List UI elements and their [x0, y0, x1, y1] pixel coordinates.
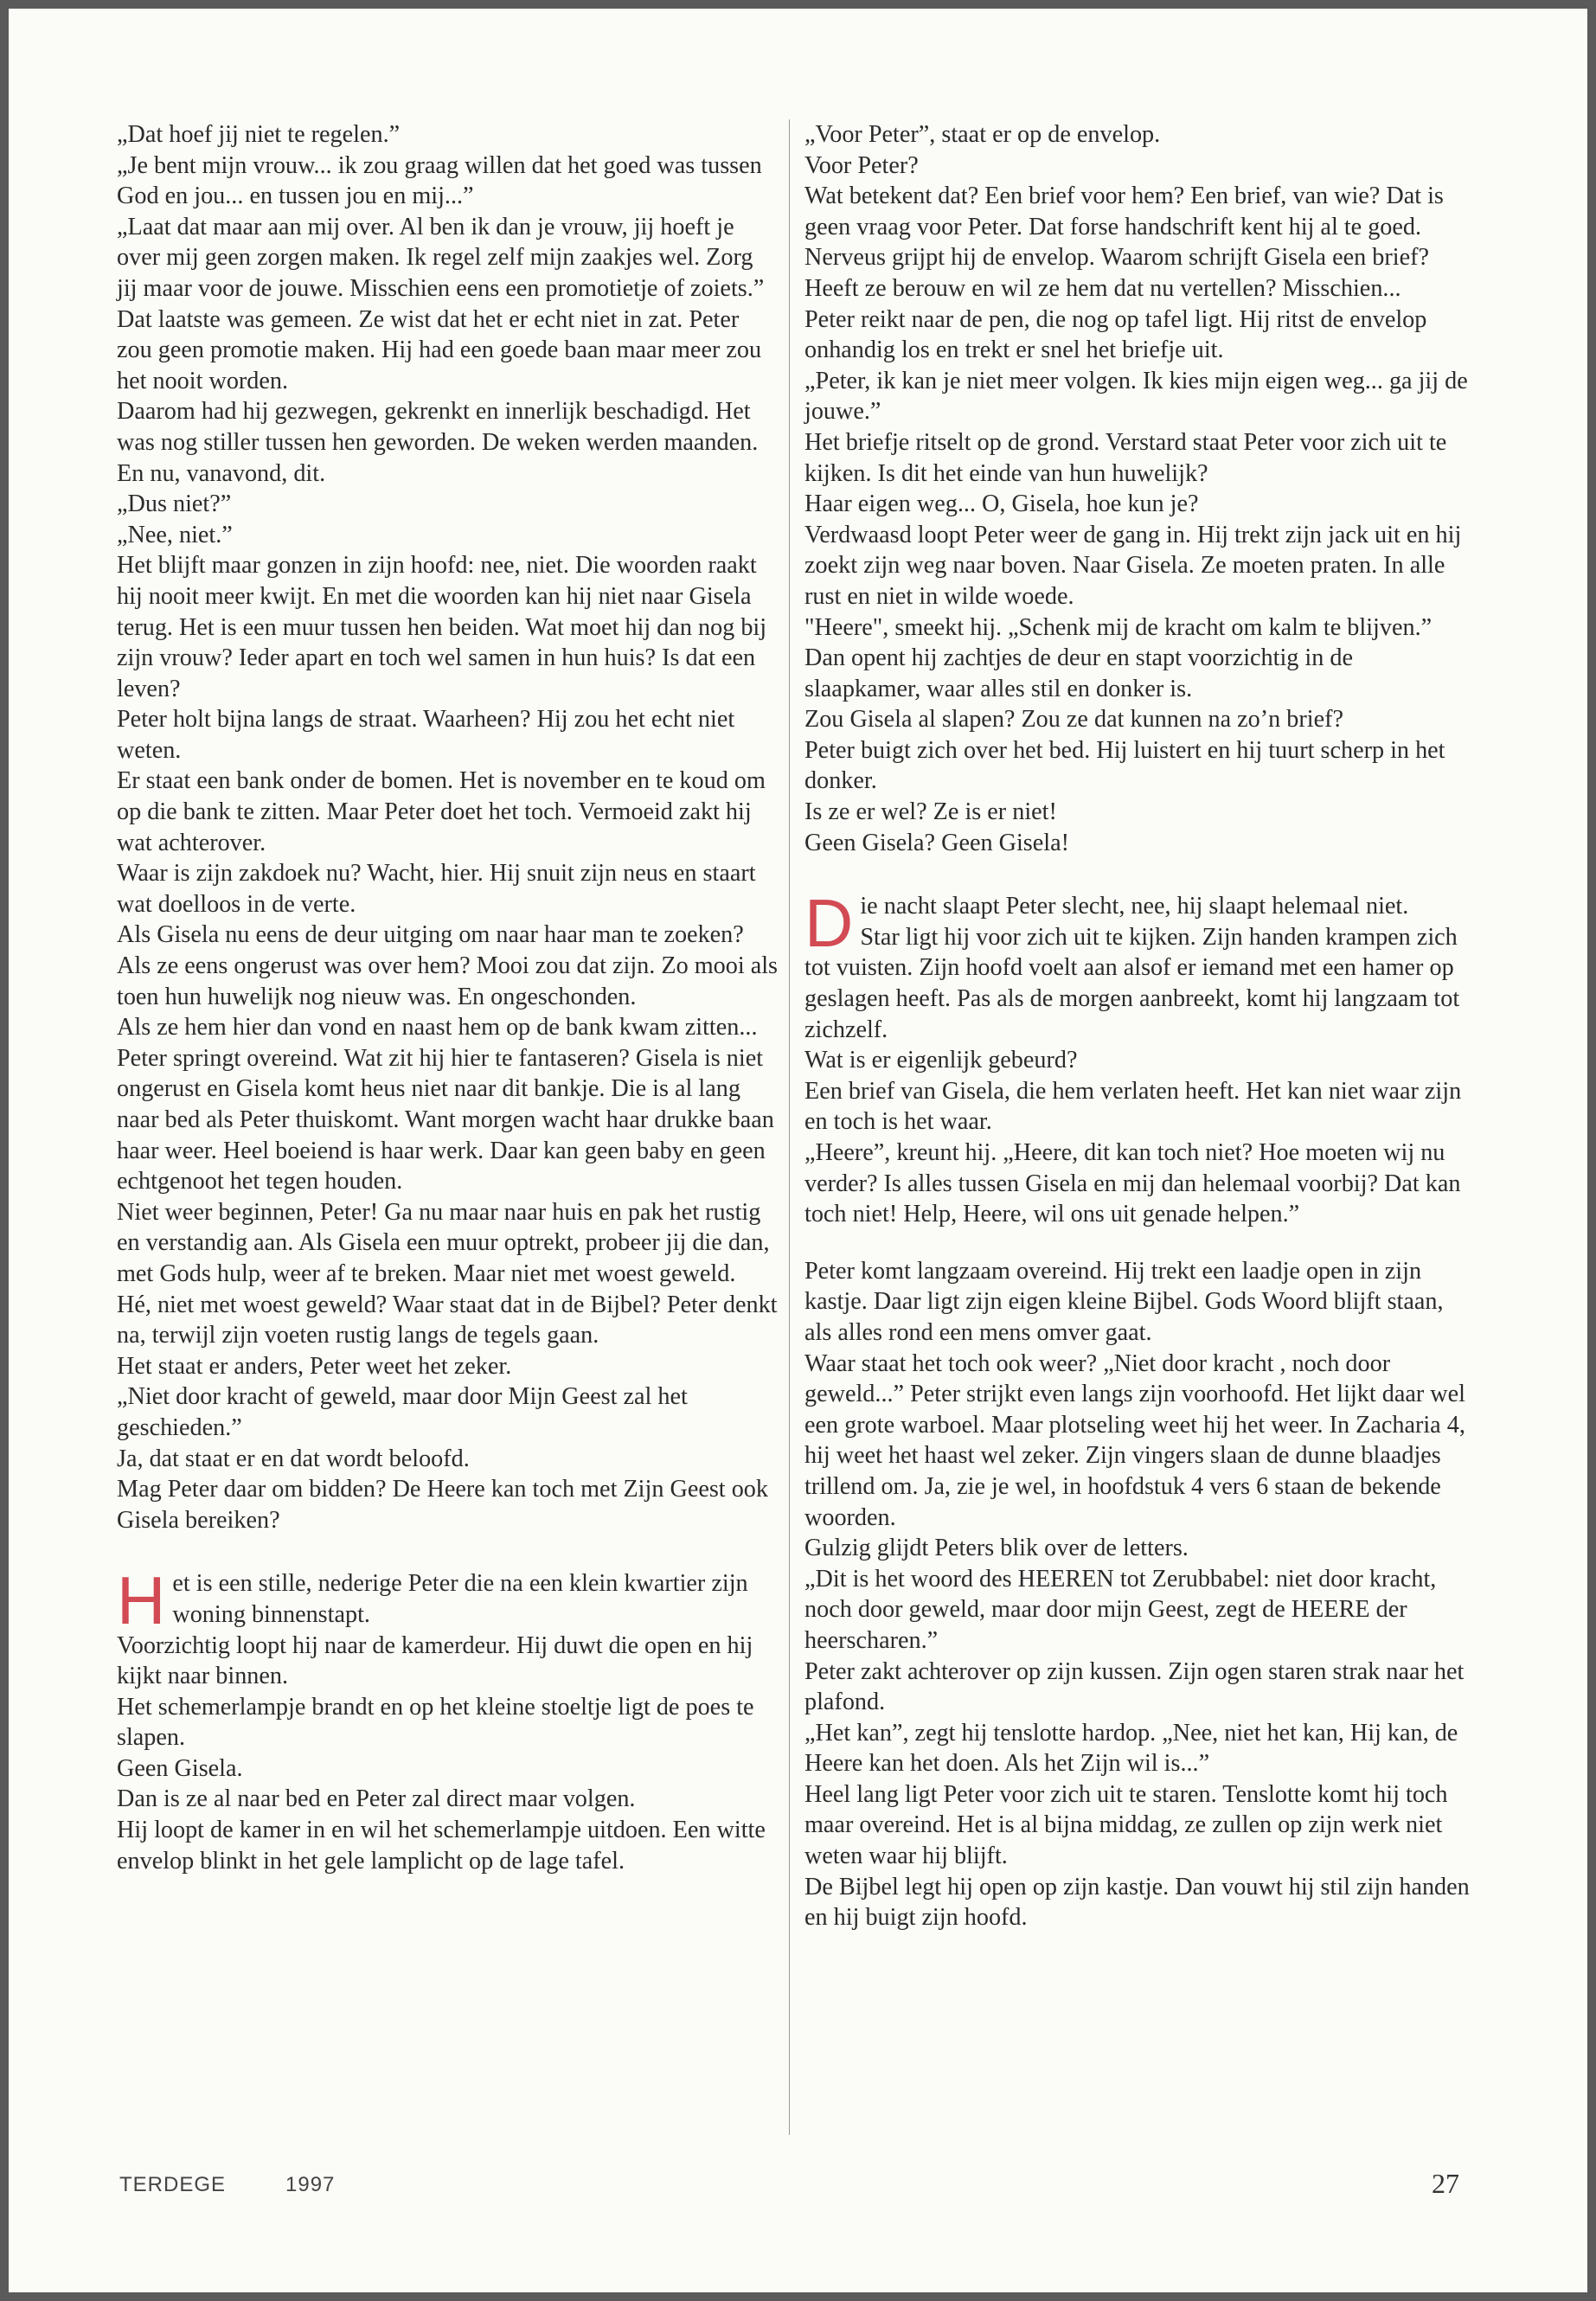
paragraph-text: Geen Gisela? Geen Gisela! — [804, 829, 1070, 856]
paragraph-text: Wat betekent dat? Een brief voor hem? Een brief, van wie? Dat is geen vraag voor Peter. Dat forse handschrift kent hij al te goed. — [804, 183, 1444, 240]
column-divider — [789, 119, 790, 2135]
paragraph — [804, 181, 1471, 242]
paragraph-text: „Je bent mijn vrouw... ik zou graag willen dat het goed was tussen God en jou... en tussen jou en mij...” — [117, 151, 762, 210]
paragraph — [804, 1138, 1471, 1230]
paragraph-text: Het staat er anders, Peter weet het zeker. — [117, 1352, 512, 1380]
paragraph — [804, 1076, 1471, 1138]
paragraph-text: Voorzichtig loopt hij naar de kamerdeur. Hij duwt die open en hij kijkt naar binnen. — [117, 1631, 753, 1690]
paragraph-text: „Dat hoef jij niet te regelen.” — [117, 121, 401, 148]
paragraph — [804, 119, 1471, 151]
paragraph-text: Waar is zijn zakdoek nu? Wacht, hier. Hij snuit zijn neus en staart wat doelloos in de verte. — [117, 860, 756, 918]
paragraph — [804, 735, 1471, 797]
paragraph-text: Peter holt bijna langs de straat. Waarheen? Hij zou het echt niet weten. — [117, 706, 735, 764]
paragraph — [804, 520, 1471, 612]
paragraph — [117, 1784, 779, 1815]
paragraph-text: Star ligt hij voor zich uit te kijken. Zijn handen krampen zich tot vuisten. Zijn hoofd voelt aan alsof er iemand met een hamer op geslagen heeft. Pas als de morgen aanbreekt, komt hij langzaam tot zichzelf. — [804, 923, 1460, 1043]
paragraph — [804, 1564, 1471, 1657]
right-column — [804, 119, 1471, 1933]
paragraph — [117, 766, 779, 858]
paragraph — [117, 1197, 779, 1290]
paragraph-text: Peter komt langzaam overeind. Hij trekt een laadje open in zijn kastje. Daar ligt zijn eigen kleine Bijbel. Gods Woord blijft staan, als alles rond een mens omver gaat. — [804, 1257, 1444, 1346]
paragraph-text: Voor Peter? — [804, 151, 919, 179]
paragraph-text: Peter buigt zich over het bed. Hij luistert en hij tuurt scherp in het donker. — [804, 736, 1445, 795]
paragraph-text: "Heere", smeekt hij. „Schenk mij de kracht om kalm te blijven.” — [804, 613, 1433, 641]
paragraph — [117, 304, 779, 397]
page-number: 27 — [1432, 2168, 1459, 2199]
paragraph-text: Een brief van Gisela, die hem verlaten heeft. Het kan niet waar zijn en toch is het waar. — [804, 1077, 1462, 1136]
paragraph — [117, 550, 779, 704]
paragraph — [117, 489, 779, 520]
paragraph — [804, 922, 1471, 1045]
paragraph-text: Is ze er wel? Ze is er niet! — [804, 798, 1057, 826]
paragraph — [804, 704, 1471, 735]
paragraph — [804, 242, 1471, 304]
paragraph-text: ie nacht slaapt Peter slecht, nee, hij slaapt helemaal niet. — [860, 893, 1409, 920]
paragraph-text: Hij loopt de kamer in en wil het schemerlampje uitdoen. Een witte envelop blinkt in het gele lamplicht op de lage tafel. — [117, 1817, 766, 1875]
paragraph-text: Zou Gisela al slapen? Zou ze dat kunnen na zo’n brief? — [804, 706, 1344, 734]
paragraph-text: „Niet door kracht of geweld, maar door Mijn Geest zal het geschieden.” — [117, 1383, 688, 1441]
paragraph — [117, 1381, 779, 1443]
paragraph-text: Hé, niet met woest geweld? Waar staat dat in de Bijbel? Peter denkt na, terwijl zijn voeten rustig langs de tegels gaan. — [117, 1291, 778, 1349]
paragraph — [117, 458, 779, 490]
paragraph — [804, 1872, 1471, 1933]
paragraph — [804, 885, 1471, 962]
paragraph-text: Haar eigen weg... O, Gisela, hoe kun je? — [804, 490, 1199, 518]
drop-cap: D — [804, 885, 854, 962]
paragraph-text: En nu, vanavond, dit. — [117, 459, 326, 487]
paragraph-text: Dan opent hij zachtjes de deur en stapt voorzichtig in de slaapkamer, waar alles stil en donker is. — [804, 644, 1354, 702]
paragraph — [117, 1351, 779, 1382]
footer-magazine-name: TERDEGE — [119, 2173, 227, 2196]
paragraph — [804, 489, 1471, 520]
paragraph-text: Als ze hem hier dan vond en naast hem op de bank kwam zitten... — [117, 1014, 758, 1042]
paragraph — [117, 1631, 779, 1692]
paragraph — [804, 1718, 1471, 1779]
paragraph — [117, 396, 779, 458]
paragraph-text: Mag Peter daar om bidden? De Heere kan toch met Zijn Geest ook Gisela bereiken? — [117, 1476, 768, 1534]
drop-cap: H — [117, 1562, 166, 1639]
paragraph — [117, 1444, 779, 1475]
paragraph-text: et is een stille, nederige Peter die na een klein kwartier zijn woning binnenstapt. — [172, 1570, 748, 1628]
paragraph — [804, 797, 1471, 828]
paragraph-text: Dan is ze al naar bed en Peter zal direct maar volgen. — [117, 1785, 636, 1813]
paragraph — [804, 612, 1471, 644]
paragraph — [804, 1256, 1471, 1349]
paragraph-text: Gulzig glijdt Peters blik over de letters. — [804, 1535, 1189, 1562]
paragraph — [804, 643, 1471, 704]
magazine-page — [9, 9, 1587, 2292]
paragraph — [804, 366, 1471, 427]
paragraph — [804, 1779, 1471, 1872]
paragraph — [804, 1349, 1471, 1534]
paragraph-text: „Nee, niet.” — [117, 521, 233, 548]
paragraph — [117, 212, 779, 304]
paragraph-text: „Peter, ik kan je niet meer volgen. Ik kies mijn eigen weg... ga jij de jouwe.” — [804, 367, 1468, 426]
paragraph — [117, 1012, 779, 1043]
paragraph — [804, 828, 1471, 859]
paragraph-text: Als Gisela nu eens de deur uitging om naar haar man te zoeken? Als ze eens ongerust was over hem? Mooi zou dat zijn. Zo mooi als toen hun huwelijk nog nieuw was. En ongeschonden. — [117, 921, 779, 1010]
paragraph-text: Er staat een bank onder de bomen. Het is november en te koud om op die bank te zitten. Maar Peter doet het toch. Vermoeid zakt hij wat achterover. — [117, 767, 766, 856]
paragraph — [117, 858, 779, 920]
paragraph-text: Waar staat het toch ook weer? „Niet door kracht , noch door geweld...” Peter strijkt even langs zijn voorhoofd. Het lijkt daar wel een grote warboel. Maar plotseling weet hij het weer. In Zacharia 4, hij weet het haast wel zeker. Zijn vingers slaan de dunne blaadjes trillend om. Ja, zie je wel, in hoofdstuk 4 vers 6 staan de bekende woorden. — [804, 1349, 1465, 1531]
paragraph — [117, 520, 779, 551]
paragraph-text: Peter springt overeind. Wat zit hij hier te fantaseren? Gisela is niet ongerust en Gisela komt heus niet naar dit bankje. Die is al lang naar bed als Peter thuiskomt. Want morgen wacht haar drukke baan haar weer. Heel boeiend is haar werk. Daar kan geen baby en geen echtgenoot het tegen houden. — [117, 1044, 774, 1195]
paragraph — [117, 1290, 779, 1351]
paragraph-text: „Laat dat maar aan mij over. Al ben ik dan je vrouw, jij hoeft je over mij geen zorgen maken. Ik regel zelf mijn zaakjes wel. Zorg jij maar voor de jouwe. Misschien eens een promotietje of zoiets.” — [117, 213, 765, 302]
paragraph — [804, 1045, 1471, 1076]
paragraph-text: Ja, dat staat er en dat wordt beloofd. — [117, 1445, 470, 1472]
paragraph-text: Het briefje ritselt op de grond. Verstard staat Peter voor zich uit te kijken. Is dit het einde van hun huwelijk? — [804, 428, 1447, 487]
footer-year: 1997 — [285, 2173, 336, 2196]
paragraph — [804, 151, 1471, 182]
paragraph-text: „Dus niet?” — [117, 490, 232, 518]
left-column — [117, 119, 779, 1876]
paragraph — [117, 704, 779, 766]
paragraph — [117, 1474, 779, 1535]
paragraph-text: „Het kan”, zegt hij tenslotte hardop. „Nee, niet het kan, Hij kan, de Heere kan het doen. Als het Zijn wil is...” — [804, 1719, 1458, 1778]
paragraph-text: Daarom had hij gezwegen, gekrenkt en innerlijk beschadigd. Het was nog stiller tussen hen geworden. De weken werden maanden. — [117, 398, 759, 456]
paragraph-text: Dat laatste was gemeen. Ze wist dat het er echt niet in zat. Peter zou geen promotie maken. Hij had een goede baan maar meer zou het nooit worden. — [117, 305, 762, 394]
paragraph — [804, 427, 1471, 489]
paragraph-text: „Dit is het woord des HEEREN tot Zerubbabel: niet door kracht, noch door geweld, maar door mijn Geest, zegt de HEERE der heerscharen.” — [804, 1565, 1437, 1654]
paragraph — [117, 1043, 779, 1197]
paragraph-text: Geen Gisela. — [117, 1754, 243, 1782]
paragraph-text: Het blijft maar gonzen in zijn hoofd: nee, niet. Die woorden raakt hij nooit meer kwijt. En met die woorden kan hij niet naar Gisela terug. Het is een muur tussen hen beiden. Wat moet hij dan nog bij zijn vrouw? Ieder apart en toch wel samen in hun huis? Is dat een leven? — [117, 552, 767, 702]
paragraph-text: Peter reikt naar de pen, die nog op tafel ligt. Hij ritst de envelop onhandig los en trekt er snel het briefje uit. — [804, 305, 1427, 364]
paragraph — [117, 151, 779, 212]
paragraph-text: De Bijbel legt hij open op zijn kastje. Dan vouwt hij stil zijn handen en hij buigt zijn hoofd. — [804, 1873, 1470, 1932]
paragraph — [117, 1753, 779, 1785]
paragraph — [804, 1657, 1471, 1718]
paragraph — [117, 1815, 779, 1876]
paragraph — [117, 920, 779, 1012]
paragraph-text: Het schemerlampje brandt en op het kleine stoeltje ligt de poes te slapen. — [117, 1693, 754, 1752]
paragraph-text: Peter zakt achterover op zijn kussen. Zijn ogen staren strak naar het plafond. — [804, 1657, 1465, 1716]
paragraph-text: Verdwaasd loopt Peter weer de gang in. Hij trekt zijn jack uit en hij zoekt zijn weg naar boven. Naar Gisela. Ze moeten praten. In alle rust en niet in wilde woede. — [804, 521, 1462, 610]
paragraph-text: Niet weer beginnen, Peter! Ga nu maar naar huis en pak het rustig en verstandig aan. Als Gisela een muur optrekt, probeer jij die dan, met Gods hulp, weer af te breken. Maar niet met woest geweld. — [117, 1198, 770, 1287]
paragraph — [117, 1562, 779, 1639]
paragraph — [804, 304, 1471, 366]
paragraph-text: „Heere”, kreunt hij. „Heere, dit kan toch niet? Hoe moeten wij nu verder? Is alles tussen Gisela en mij dan helemaal voorbij? Dat kan toch niet! Help, Heere, wil ons uit genade helpen.” — [804, 1139, 1461, 1228]
paragraph-text: Heel lang ligt Peter voor zich uit te staren. Tenslotte komt hij toch maar overeind. Het is al bijna middag, ze zullen op zijn werk niet weten waar hij blijft. — [804, 1780, 1448, 1870]
paragraph — [804, 1533, 1471, 1564]
paragraph-text: Nerveus grijpt hij de envelop. Waarom schrijft Gisela een brief? Heeft ze berouw en wil ze hem dat nu vertellen? Misschien... — [804, 244, 1430, 302]
paragraph — [117, 119, 779, 151]
paragraph — [117, 1692, 779, 1753]
paragraph-text: Wat is er eigenlijk gebeurd? — [804, 1047, 1078, 1074]
paragraph-text: „Voor Peter”, staat er op de envelop. — [804, 121, 1161, 148]
